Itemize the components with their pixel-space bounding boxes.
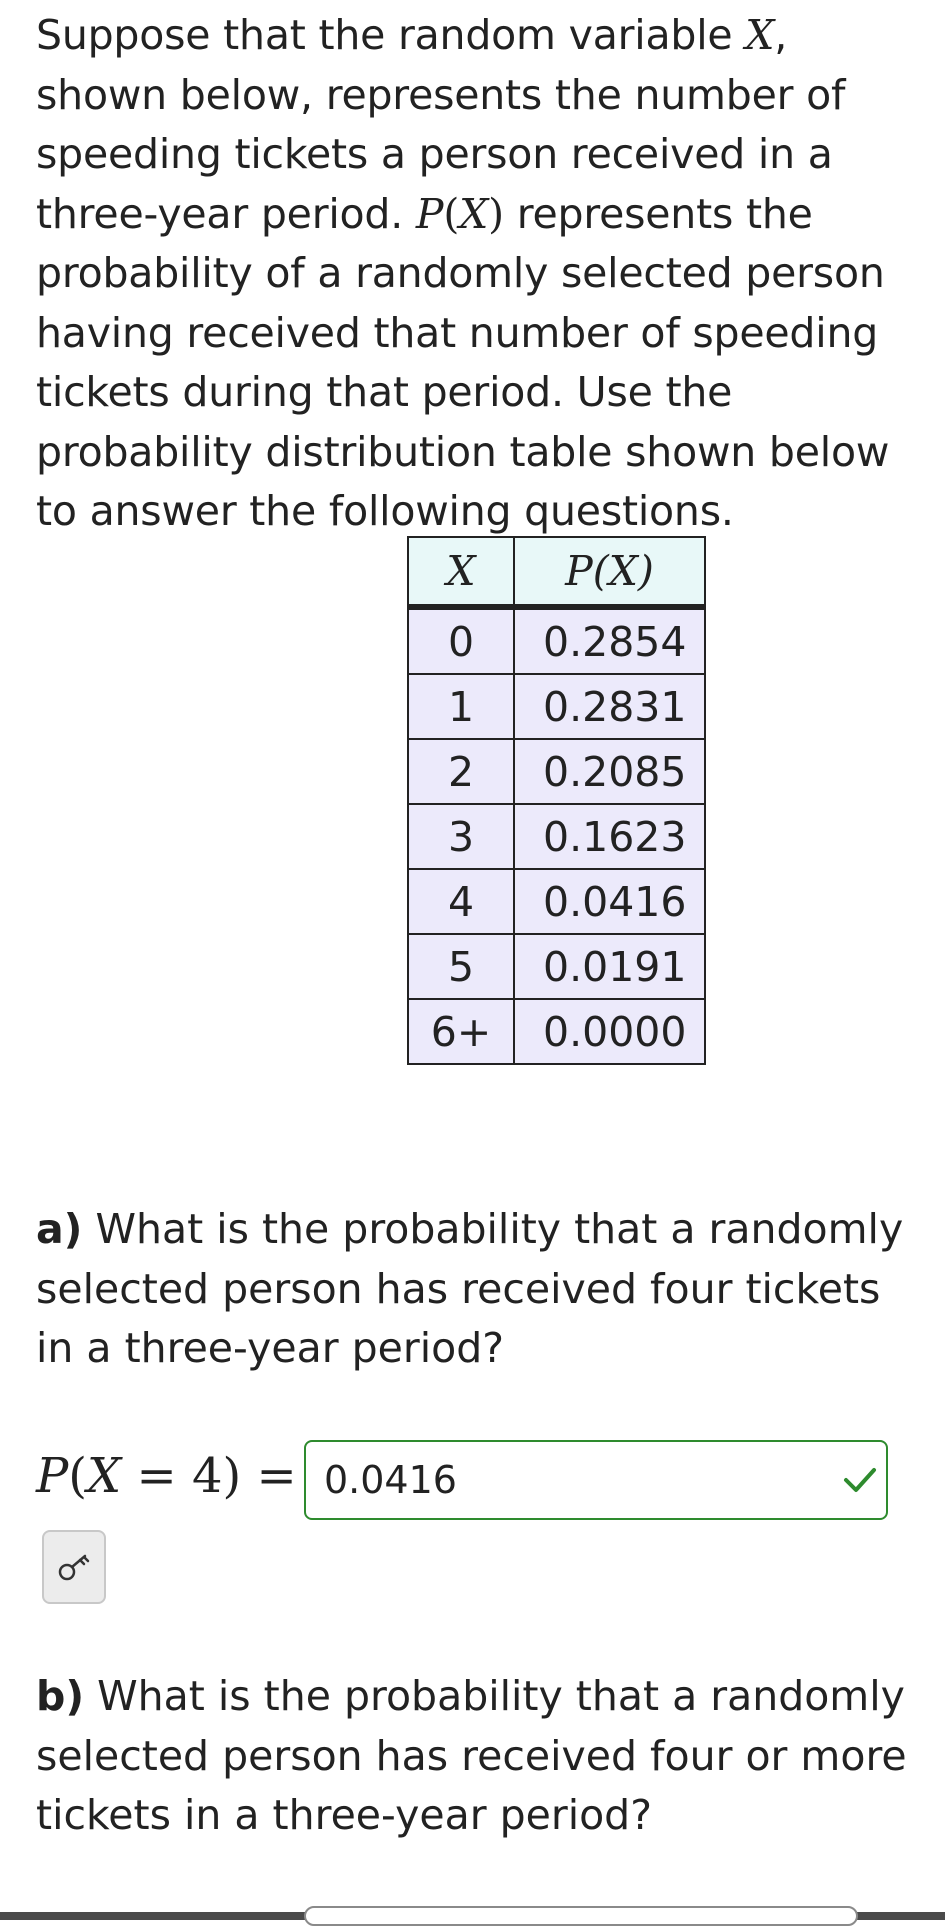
lhs-x: X	[87, 1448, 122, 1504]
checkmark-icon	[842, 1464, 878, 1496]
answer-a-input[interactable]	[324, 1454, 804, 1506]
table-row	[408, 869, 705, 934]
table-row	[408, 674, 705, 739]
problem-statement	[36, 6, 916, 542]
header-x: X	[408, 537, 514, 607]
px-open-paren: (	[443, 189, 460, 238]
lhs-equals-four: = 4)	[121, 1448, 242, 1504]
cell-x: 3	[408, 804, 514, 869]
lhs-p: P	[36, 1448, 69, 1504]
table-row	[408, 804, 705, 869]
question-b-text: What is the probability that a randomly selected person has received four or more tickets in a three-year period?	[36, 1672, 907, 1839]
answer-a-row	[36, 1440, 896, 1522]
variable-x: X	[745, 11, 775, 59]
cell-p: 0.2854	[514, 607, 705, 674]
question-a	[36, 1200, 916, 1379]
question-a-label: a)	[36, 1205, 83, 1253]
px-close-paren: )	[488, 189, 504, 238]
cell-x: 1	[408, 674, 514, 739]
table-row	[408, 607, 705, 674]
px-p: P	[415, 189, 444, 238]
answer-a-field[interactable]	[304, 1440, 888, 1520]
answer-a-expression	[36, 1448, 297, 1504]
intro-text-1: Suppose that the random variable	[36, 11, 746, 59]
lhs-open-paren: (	[68, 1448, 88, 1504]
question-b-label: b)	[36, 1672, 85, 1720]
table-row	[408, 934, 705, 999]
cell-p: 0.0416	[514, 869, 705, 934]
cell-p: 0.2085	[514, 739, 705, 804]
question-b	[36, 1667, 916, 1846]
cell-x: 0	[408, 607, 514, 674]
answer-b-field[interactable]	[304, 1906, 858, 1926]
question-a-text: What is the probability that a randomly selected person has received four tickets in a three-year period?	[36, 1205, 904, 1372]
intro-text-3: represents the probability of a randomly selected person having received that number of speeding tickets during that period. Use the probability distribution table shown below to answer the following questions.	[36, 189, 890, 535]
px-x: X	[459, 189, 489, 238]
table-row	[408, 739, 705, 804]
header-px: P(X)	[514, 537, 705, 607]
key-button[interactable]	[42, 1530, 106, 1604]
cell-p: 0.1623	[514, 804, 705, 869]
cell-x: 2	[408, 739, 514, 804]
table-header-row	[408, 537, 705, 607]
cell-p: 0.0191	[514, 934, 705, 999]
table-row	[408, 999, 705, 1064]
probability-table	[407, 536, 706, 1065]
cell-p: 0.2831	[514, 674, 705, 739]
cell-p: 0.0000	[514, 999, 705, 1064]
intro-text-2: , shown below, represents the number of speeding tickets a person received in a three-year period.	[36, 11, 846, 238]
cell-x: 6+	[408, 999, 514, 1064]
lhs-assign: =	[241, 1448, 297, 1504]
cell-x: 5	[408, 934, 514, 999]
cell-x: 4	[408, 869, 514, 934]
key-icon	[58, 1552, 92, 1582]
